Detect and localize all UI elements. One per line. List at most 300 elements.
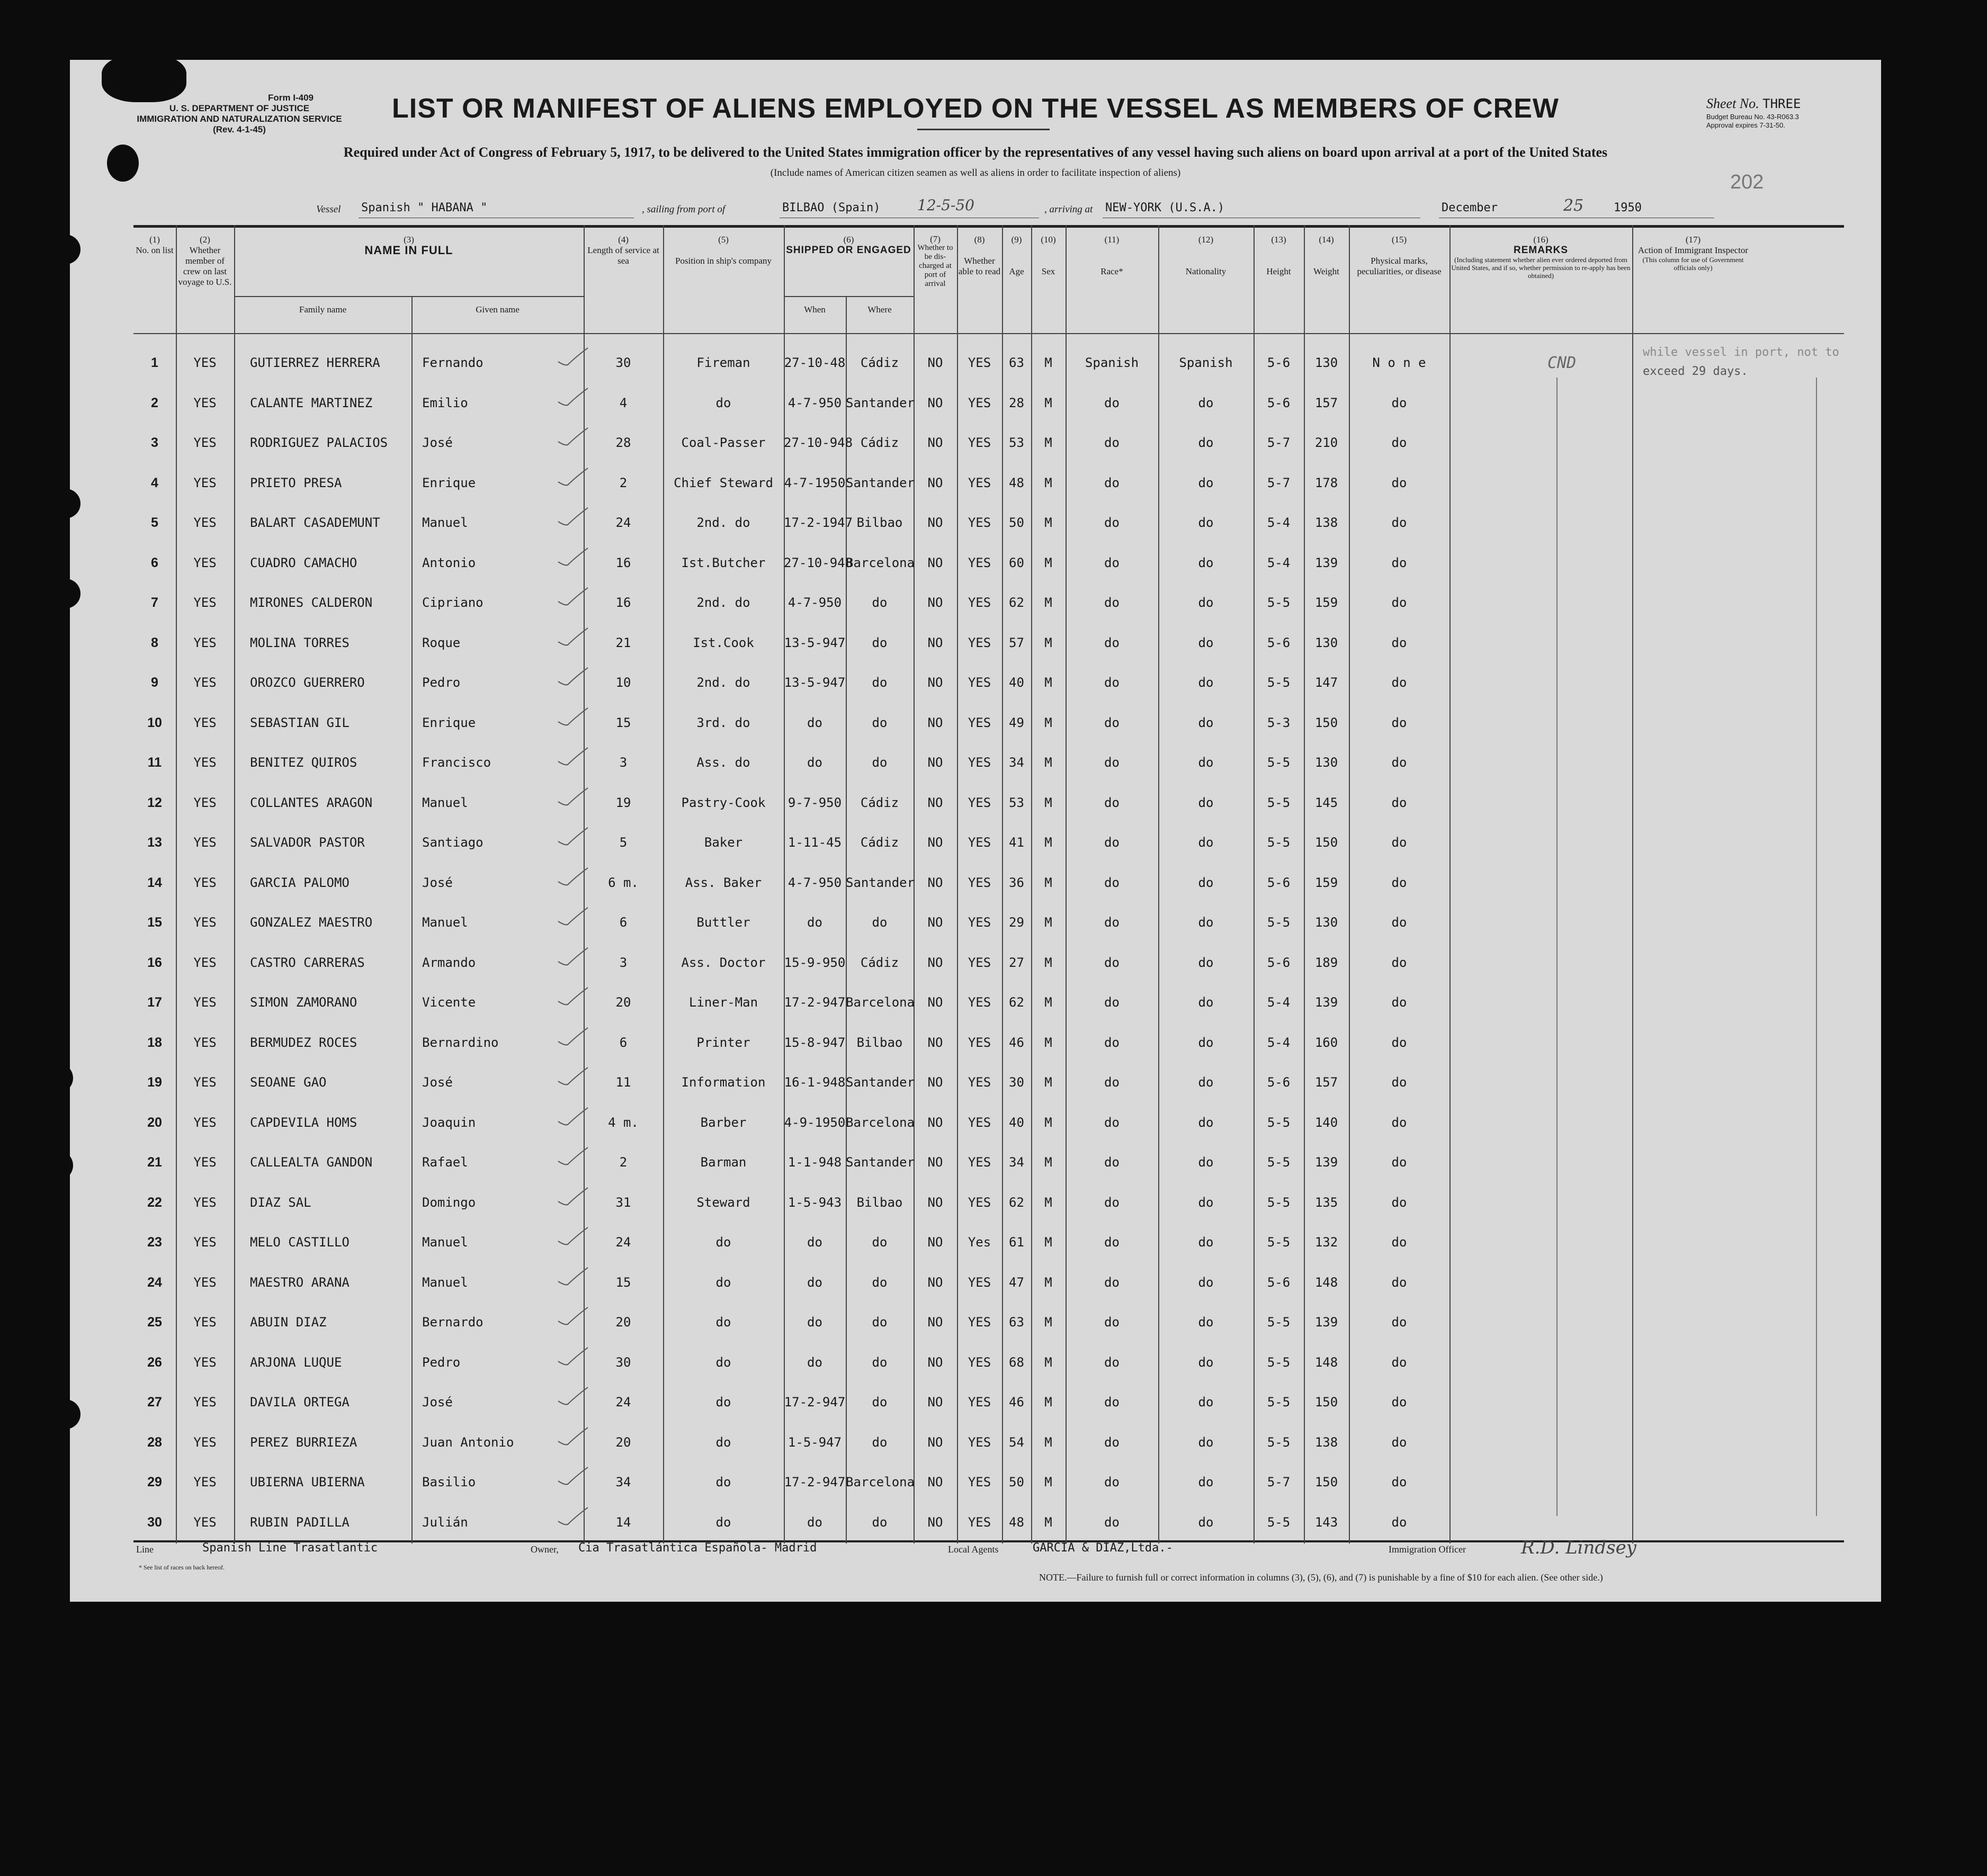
able-to-read-cell: YES (968, 955, 991, 970)
able-to-read-cell: YES (968, 1115, 991, 1130)
position-cell: do (715, 1434, 731, 1450)
given-name-cell: Fernando (422, 355, 484, 370)
sex-cell: M (1044, 755, 1052, 770)
shipped-when-cell: 16-1-948 (784, 1075, 846, 1090)
shipped-where-cell: do (872, 1354, 888, 1370)
shipped-when-cell: 1-1-948 (787, 1155, 842, 1170)
shipped-where-cell: do (872, 1274, 888, 1290)
physical-marks-cell: do (1391, 475, 1407, 490)
row-number-cell: 21 (147, 1155, 162, 1170)
shipped-when-cell: 1-5-943 (787, 1195, 842, 1210)
able-to-read-cell: YES (968, 435, 991, 450)
age-cell: 57 (1009, 635, 1024, 650)
table-row (70, 866, 1881, 906)
crew-status-cell: YES (193, 675, 217, 690)
row-number-cell: 14 (147, 875, 162, 890)
table-row (70, 386, 1881, 426)
given-name-cell: Manuel (422, 1274, 468, 1290)
table-row (70, 1305, 1881, 1345)
able-to-read-cell: Yes (968, 1235, 991, 1250)
col-title: Position in ship's company (675, 256, 772, 266)
race-cell: do (1104, 1235, 1120, 1250)
family-name-cell: MIRONES CALDERON (250, 595, 373, 610)
family-name-cell: SEOANE GAO (250, 1075, 327, 1090)
remark-line-1: while vessel in port, not to (1643, 346, 1839, 359)
row-number-cell: 18 (147, 1035, 162, 1050)
height-cell: 5-6 (1267, 355, 1291, 370)
length-of-service-cell: 6 (619, 1035, 628, 1050)
given-name-cell: Emilio (422, 395, 468, 410)
sex-cell: M (1044, 1115, 1052, 1130)
shipped-when-cell: 13-5-947 (784, 675, 846, 690)
able-to-read-cell: YES (968, 1155, 991, 1170)
weight-cell: 145 (1314, 795, 1338, 810)
table-row (70, 1145, 1881, 1186)
shipped-where-cell: do (872, 1235, 888, 1250)
sex-cell: M (1044, 1035, 1052, 1050)
shipped-where-cell: Barcelona (846, 1475, 915, 1489)
given-name-cell: Bernardo (422, 1315, 484, 1330)
row-number-cell: 26 (147, 1354, 162, 1370)
penalty-note: NOTE.—Failure to furnish full or correct information in columns (3), (5), (6), and (7) is punishable by a fine of $10 for each alien. (See other side.) (1039, 1572, 1603, 1583)
crew-status-cell: YES (193, 915, 217, 930)
shipped-when-cell: do (807, 915, 822, 930)
table-row (70, 1106, 1881, 1146)
shipped-when-cell: 4-7-950 (787, 595, 842, 610)
age-cell: 49 (1009, 715, 1024, 730)
height-cell: 5-6 (1267, 635, 1291, 650)
weight-cell: 159 (1314, 875, 1338, 890)
physical-marks-cell: do (1391, 1115, 1407, 1130)
col-number: (9) (1011, 235, 1022, 245)
shipped-when-cell: 27-10-948 (784, 555, 853, 570)
able-to-read-cell: YES (968, 1274, 991, 1290)
crew-status-cell: YES (193, 355, 217, 370)
given-name-cell: Manuel (422, 795, 468, 810)
physical-marks-cell: do (1391, 915, 1407, 930)
row-number-cell: 6 (151, 555, 158, 570)
shipped-when-cell: 15-8-947 (784, 1035, 846, 1050)
col-subtitle: (This column for use of Government officials only) (1642, 256, 1744, 272)
physical-marks-cell: do (1391, 435, 1407, 450)
row-number-cell: 3 (151, 435, 158, 450)
height-cell: 5-5 (1267, 1155, 1291, 1170)
given-name-cell: Juan Antonio (422, 1434, 514, 1450)
shipped-when-cell: 4-9-1950 (784, 1115, 846, 1130)
sex-cell: M (1044, 1475, 1052, 1489)
discharged-cell: NO (927, 715, 943, 730)
discharged-cell: NO (927, 1354, 943, 1370)
length-of-service-cell: 6 m. (608, 875, 639, 890)
col-title: Height (1266, 266, 1291, 276)
physical-marks-cell: do (1391, 1035, 1407, 1050)
shipped-where-cell: Santander (846, 1075, 915, 1090)
race-cell: do (1104, 1035, 1120, 1050)
discharged-cell: NO (927, 595, 943, 610)
header-marks (1349, 235, 1449, 277)
age-cell: 62 (1009, 595, 1024, 610)
crew-status-cell: YES (193, 1075, 217, 1090)
sex-cell: M (1044, 835, 1052, 850)
nationality-cell: do (1198, 475, 1214, 490)
nationality-cell: do (1198, 1434, 1214, 1450)
discharged-cell: NO (927, 1514, 943, 1530)
shipped-where-cell: do (872, 1514, 888, 1530)
port-value: BILBAO (Spain) (782, 201, 881, 214)
height-cell: 5-5 (1267, 1115, 1291, 1130)
family-name-cell: BERMUDEZ ROCES (250, 1035, 357, 1050)
length-of-service-cell: 20 (615, 1434, 631, 1450)
col-number: (8) (974, 235, 985, 245)
physical-marks-cell: do (1391, 555, 1407, 570)
race-cell: do (1104, 715, 1120, 730)
nationality-cell: do (1198, 1475, 1214, 1489)
age-cell: 63 (1009, 1315, 1024, 1330)
position-cell: Information (681, 1075, 766, 1090)
col-subtitle: (Including statement whether alien ever ordered deported from United States, and if so, whether permission to re-apply has been obtained) (1451, 256, 1631, 280)
family-name-cell: GUTIERREZ HERRERA (250, 355, 380, 370)
weight-cell: 139 (1314, 555, 1338, 570)
weight-cell: 189 (1314, 955, 1338, 970)
sex-cell: M (1044, 1395, 1052, 1410)
header-given: Given name (476, 304, 520, 315)
nationality-cell: do (1198, 835, 1214, 850)
age-cell: 46 (1009, 1035, 1024, 1050)
table-row (70, 546, 1881, 586)
include-statement: (Include names of American citizen seamen as well as aliens in order to facilitate inspection of aliens) (770, 167, 1181, 178)
physical-marks-cell: do (1391, 835, 1407, 850)
race-cell: do (1104, 995, 1120, 1010)
weight-cell: 130 (1314, 355, 1338, 370)
nationality-cell: do (1198, 1315, 1214, 1330)
row-number-cell: 12 (147, 795, 162, 810)
officer-label: Immigration Officer (1389, 1544, 1466, 1555)
weight-cell: 150 (1314, 835, 1338, 850)
agents-value: GARCIA & DIAZ,Ltda.- (1033, 1541, 1173, 1555)
weight-cell: 139 (1314, 1315, 1338, 1330)
shipped-where-cell: do (872, 675, 888, 690)
sex-cell: M (1044, 875, 1052, 890)
shipped-when-cell: 17-2-947 (784, 1395, 846, 1410)
discharged-cell: NO (927, 995, 943, 1010)
col-number: (1) (149, 235, 160, 245)
race-cell: do (1104, 1514, 1120, 1530)
able-to-read-cell: YES (968, 395, 991, 410)
able-to-read-cell: YES (968, 1514, 991, 1530)
budget-info (1706, 113, 1799, 130)
title-underline (917, 129, 1050, 130)
shipped-where-cell: Cádiz (860, 795, 899, 810)
header-family: Family name (299, 304, 347, 315)
table-row (70, 1345, 1881, 1386)
crew-status-cell: YES (193, 995, 217, 1010)
header-position (663, 235, 784, 266)
weight-cell: 210 (1314, 435, 1338, 450)
height-cell: 5-5 (1267, 1514, 1291, 1530)
sex-cell: M (1044, 635, 1052, 650)
checkmark-icon (557, 746, 589, 767)
remark-line-2: exceed 29 days. (1643, 365, 1748, 378)
position-cell: Baker (704, 835, 743, 850)
col-title: Physical marks, peculiarities, or disease (1357, 256, 1442, 276)
weight-cell: 140 (1314, 1115, 1338, 1130)
shipped-where-cell: do (872, 755, 888, 770)
row-number-cell: 24 (147, 1274, 162, 1290)
crew-status-cell: YES (193, 1315, 217, 1330)
col-number: (17) (1685, 235, 1701, 245)
required-statement: Required under Act of Congress of February 5, 1917, to be delivered to the United States immigration officer by the representatives of any vessel having such aliens on board upon arrival at a port of the United States (343, 145, 1608, 160)
able-to-read-cell: YES (968, 1315, 991, 1330)
weight-cell: 130 (1314, 635, 1338, 650)
race-footnote: * See list of races on back hereof. (139, 1564, 225, 1571)
physical-marks-cell: do (1391, 1354, 1407, 1370)
shipped-where-cell: Cádiz (860, 435, 899, 450)
length-of-service-cell: 2 (619, 475, 628, 490)
age-cell: 46 (1009, 1395, 1024, 1410)
header-weight (1304, 235, 1349, 277)
crew-status-cell: YES (193, 1354, 217, 1370)
shipped-when-cell: do (807, 1235, 822, 1250)
given-name-cell: Pedro (422, 1354, 461, 1370)
physical-marks-cell: do (1391, 1475, 1407, 1489)
checkmark-icon (557, 346, 589, 367)
height-cell: 5-5 (1267, 835, 1291, 850)
col-number: (14) (1319, 235, 1334, 245)
family-name-cell: SIMON ZAMORANO (250, 995, 357, 1010)
family-name-cell: UBIERNA UBIERNA (250, 1475, 365, 1489)
position-cell: do (715, 1235, 731, 1250)
discharged-cell: NO (927, 835, 943, 850)
table-row (70, 1065, 1881, 1106)
able-to-read-cell: YES (968, 1434, 991, 1450)
checkmark-icon (557, 1186, 589, 1207)
arrival-month: December (1442, 201, 1498, 214)
col-number: (3) (404, 235, 414, 245)
physical-marks-cell: do (1391, 1315, 1407, 1330)
table-row (70, 786, 1881, 826)
sex-cell: M (1044, 355, 1052, 370)
given-name-cell: Pedro (422, 675, 461, 690)
age-cell: 48 (1009, 1514, 1024, 1530)
crew-status-cell: YES (193, 1155, 217, 1170)
col-number: (4) (618, 235, 629, 245)
checkmark-icon (557, 1505, 589, 1527)
race-cell: do (1104, 1434, 1120, 1450)
nationality-cell: do (1198, 515, 1214, 530)
family-name-cell: CALLEALTA GANDON (250, 1155, 373, 1170)
header-sex (1031, 235, 1066, 277)
crew-status-cell: YES (193, 555, 217, 570)
race-cell: do (1104, 955, 1120, 970)
weight-cell: 178 (1314, 475, 1338, 490)
nationality-cell: do (1198, 715, 1214, 730)
shipped-where-cell: do (872, 915, 888, 930)
table-row (70, 1465, 1881, 1505)
crew-status-cell: YES (193, 1235, 217, 1250)
discharged-cell: NO (927, 1075, 943, 1090)
discharged-cell: NO (927, 1235, 943, 1250)
weight-cell: 147 (1314, 675, 1338, 690)
nationality-cell: do (1198, 1274, 1214, 1290)
header-age (1002, 235, 1031, 277)
discharged-cell: NO (927, 515, 943, 530)
physical-marks-cell: do (1391, 755, 1407, 770)
weight-cell: 139 (1314, 1155, 1338, 1170)
discharged-cell: NO (927, 795, 943, 810)
position-cell: do (715, 1514, 731, 1530)
given-name-cell: Armando (422, 955, 476, 970)
row-number-cell: 27 (147, 1395, 162, 1410)
form-number: Form I-409 (268, 93, 314, 103)
nationality-cell: do (1198, 875, 1214, 890)
row-number-cell: 20 (147, 1115, 162, 1130)
position-cell: Fireman (696, 355, 750, 370)
race-cell: do (1104, 515, 1120, 530)
row-number-cell: 29 (147, 1475, 162, 1489)
height-cell: 5-6 (1267, 395, 1291, 410)
physical-marks-cell: N o n e (1372, 355, 1426, 370)
discharged-cell: NO (927, 635, 943, 650)
sex-cell: M (1044, 1514, 1052, 1530)
discharged-cell: NO (927, 1274, 943, 1290)
header-no (133, 235, 176, 256)
arriving-value: NEW-YORK (U.S.A.) (1105, 201, 1225, 214)
discharged-cell: NO (927, 875, 943, 890)
row-number-cell: 10 (147, 715, 162, 730)
height-cell: 5-5 (1267, 795, 1291, 810)
shipped-when-cell: do (807, 1354, 822, 1370)
nationality-cell: do (1198, 1075, 1214, 1090)
col-title: Race* (1100, 266, 1123, 276)
height-cell: 5-5 (1267, 595, 1291, 610)
length-of-service-cell: 24 (615, 515, 631, 530)
discharged-cell: NO (927, 475, 943, 490)
able-to-read-cell: YES (968, 835, 991, 850)
shipped-where-cell: Santander (846, 395, 915, 410)
shipped-when-cell: 17-2-947 (784, 1475, 846, 1489)
weight-cell: 150 (1314, 1475, 1338, 1489)
family-name-cell: ARJONA LUQUE (250, 1354, 342, 1370)
age-cell: 40 (1009, 1115, 1024, 1130)
family-name-cell: DIAZ SAL (250, 1195, 311, 1210)
row-number-cell: 11 (147, 755, 162, 770)
col-number: (10) (1041, 235, 1056, 245)
shipped-when-cell: 17-2-1947 (784, 515, 853, 530)
shipped-where-cell: Bilbao (856, 515, 903, 530)
sex-cell: M (1044, 955, 1052, 970)
length-of-service-cell: 15 (615, 715, 631, 730)
weight-cell: 157 (1314, 395, 1338, 410)
discharged-cell: NO (927, 1195, 943, 1210)
sex-cell: M (1044, 515, 1052, 530)
checkmark-icon (557, 1465, 589, 1486)
nationality-cell: Spanish (1179, 355, 1233, 370)
sex-cell: M (1044, 1315, 1052, 1330)
able-to-read-cell: YES (968, 755, 991, 770)
col-title: Age (1009, 266, 1024, 276)
row-number-cell: 30 (147, 1514, 162, 1530)
length-of-service-cell: 5 (619, 835, 628, 850)
crew-status-cell: YES (193, 515, 217, 530)
height-cell: 5-4 (1267, 555, 1291, 570)
owner-value: Cia Trasatlántica Española- Madrid (578, 1541, 817, 1555)
weight-cell: 150 (1314, 1395, 1338, 1410)
length-of-service-cell: 30 (615, 1354, 631, 1370)
table-row (70, 626, 1881, 666)
checkmark-icon (557, 546, 589, 567)
col-title: Whether member of crew on last voyage to U.S. (178, 245, 232, 287)
race-cell: do (1104, 1395, 1120, 1410)
header-crew (176, 235, 234, 288)
able-to-read-cell: YES (968, 515, 991, 530)
given-name-cell: Manuel (422, 1235, 468, 1250)
sex-cell: M (1044, 555, 1052, 570)
physical-marks-cell: do (1391, 675, 1407, 690)
position-cell: do (715, 395, 731, 410)
family-name-cell: BENITEZ QUIROS (250, 755, 357, 770)
row-number-cell: 9 (151, 675, 158, 690)
remark-vertical-line (1816, 378, 1817, 1516)
row-number-cell: 22 (147, 1195, 162, 1210)
given-name-cell: Manuel (422, 915, 468, 930)
family-name-cell: CALANTE MARTINEZ (250, 395, 373, 410)
family-name-cell: SEBASTIAN GIL (250, 715, 350, 730)
able-to-read-cell: YES (968, 635, 991, 650)
position-cell: Printer (696, 1035, 750, 1050)
header-when: When (804, 304, 826, 315)
nationality-cell: do (1198, 1155, 1214, 1170)
sex-cell: M (1044, 1075, 1052, 1090)
page-number: 202 (1730, 171, 1764, 193)
physical-marks-cell: do (1391, 635, 1407, 650)
shipped-where-cell: Cádiz (860, 355, 899, 370)
given-name-cell: Santiago (422, 835, 484, 850)
physical-marks-cell: do (1391, 1514, 1407, 1530)
table-row (70, 985, 1881, 1026)
shipped-where-cell: do (872, 595, 888, 610)
given-name-cell: Francisco (422, 755, 491, 770)
nationality-cell: do (1198, 555, 1214, 570)
length-of-service-cell: 24 (615, 1235, 631, 1250)
height-cell: 5-6 (1267, 1274, 1291, 1290)
height-cell: 5-5 (1267, 915, 1291, 930)
race-cell: do (1104, 795, 1120, 810)
table-row (70, 1265, 1881, 1306)
position-cell: do (715, 1395, 731, 1410)
crew-status-cell: YES (193, 1434, 217, 1450)
col-number: (12) (1198, 235, 1214, 245)
table-row (70, 706, 1881, 746)
length-of-service-cell: 16 (615, 555, 631, 570)
row-number-cell: 16 (147, 955, 162, 970)
height-cell: 5-7 (1267, 475, 1291, 490)
height-cell: 5-5 (1267, 1434, 1291, 1450)
crew-status-cell: YES (193, 1274, 217, 1290)
checkmark-icon (557, 825, 589, 847)
able-to-read-cell: YES (968, 595, 991, 610)
weight-cell: 150 (1314, 715, 1338, 730)
able-to-read-cell: YES (968, 355, 991, 370)
race-cell: do (1104, 1155, 1120, 1170)
position-cell: 2nd. do (696, 675, 750, 690)
service-name: IMMIGRATION AND NATURALIZATION SERVICE (137, 114, 342, 124)
length-of-service-cell: 2 (619, 1155, 628, 1170)
sex-cell: M (1044, 795, 1052, 810)
discharged-cell: NO (927, 1035, 943, 1050)
discharged-cell: NO (927, 1155, 943, 1170)
checkmark-icon (557, 1065, 589, 1087)
family-name-cell: PEREZ BURRIEZA (250, 1434, 357, 1450)
